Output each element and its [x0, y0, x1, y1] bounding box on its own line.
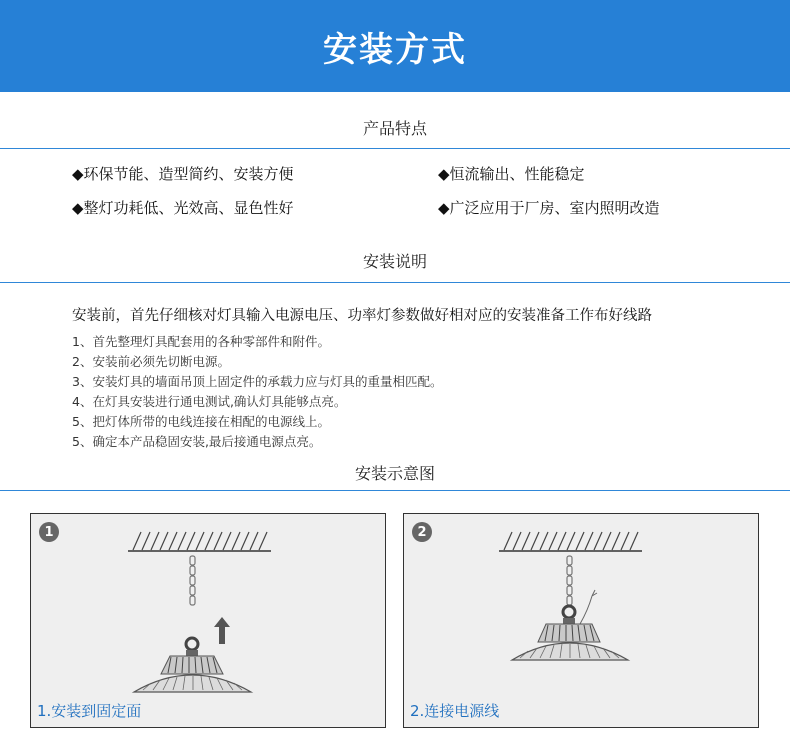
step-item: 5、把灯体所带的电线连接在相配的电源线上。: [72, 414, 330, 429]
feature-item: ◆整灯功耗低、光效高、显色性好: [72, 199, 294, 217]
step-item: 5、确定本产品稳固安装,最后接通电源点亮。: [72, 434, 322, 449]
panel-caption: 1.安装到固定面: [37, 702, 142, 720]
instructions-lead: 安装前，首先仔细核对灯具输入电源电压、功率灯参数做好相对应的安装准备工作布好线路: [72, 308, 652, 324]
diagram-panel-wiring: [403, 513, 759, 728]
step-item: 1、首先整理灯具配套用的各种零部件和附件。: [72, 334, 330, 349]
wiring-illustration: [404, 514, 760, 729]
mount-illustration: [31, 514, 387, 729]
feature-item: ◆广泛应用于厂房、室内照明改造: [438, 199, 660, 217]
feature-item: ◆环保节能、造型简约、安装方便: [72, 165, 294, 183]
up-arrow-icon: [214, 617, 230, 644]
step-item: 2、安装前必须先切断电源。: [72, 354, 230, 369]
page-title: 安装方式: [323, 29, 467, 70]
step-item: 4、在灯具安装进行通电测试,确认灯具能够点亮。: [72, 394, 347, 409]
title-banner: [0, 0, 790, 92]
diagram-heading: 安装示意图: [354, 464, 435, 483]
panel-caption: 2.连接电源线: [410, 702, 500, 720]
instructions-divider: [0, 282, 790, 283]
features-divider: [0, 148, 790, 149]
step-item: 3、安装灯具的墙面吊顶上固定件的承载力应与灯具的重量相匹配。: [72, 374, 443, 389]
features-heading: 产品特点: [362, 119, 427, 138]
instruction-steps: [72, 332, 442, 452]
diagram-panel-mount: [30, 513, 386, 728]
step-number-badge: 2: [412, 522, 432, 542]
instructions-heading: 安装说明: [362, 252, 427, 271]
diagram-divider: [0, 490, 790, 491]
step-number-badge: 1: [39, 522, 59, 542]
feature-item: ◆恒流输出、性能稳定: [438, 165, 585, 183]
